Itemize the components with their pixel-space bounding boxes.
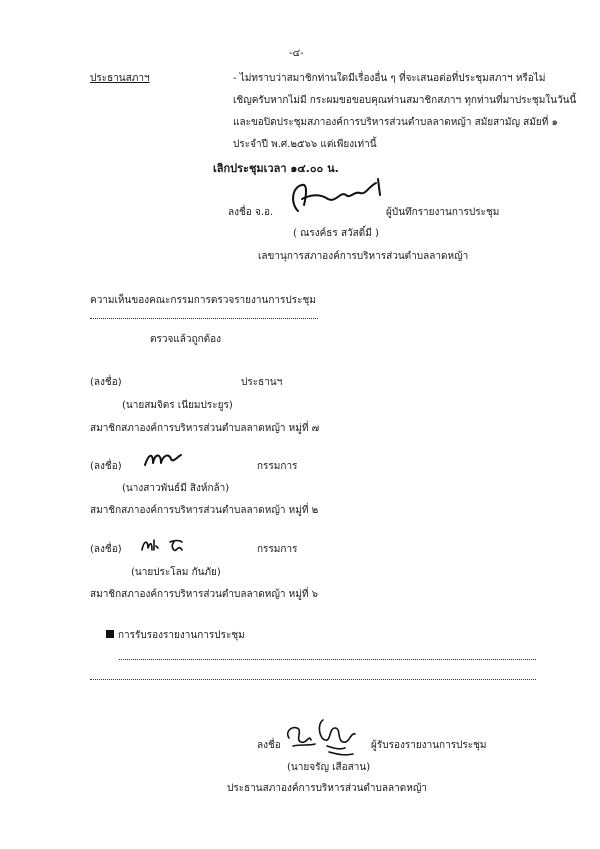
certification-checkbox-icon bbox=[106, 630, 114, 638]
certification-line-2 bbox=[90, 679, 536, 680]
certification-signature bbox=[283, 712, 358, 760]
committee-heading: ความเห็นของคณะกรรมการตรวจรายงานการประชุม bbox=[90, 295, 316, 306]
chairman-line-1: - ไม่ทราบว่าสมาชิกท่านใดมีเรื่องอื่น ๆ ที่จะเสนอต่อที่ประชุมสภาฯ หรือไม่ bbox=[233, 73, 546, 84]
chairman-line-4: ประจำปี พ.ศ.๒๕๖๖ แต่เพียงเท่านี้ bbox=[233, 139, 377, 150]
certification-role: ผู้รับรองรายงานการประชุม bbox=[371, 740, 487, 751]
member-1-role: ประธานฯ bbox=[241, 377, 283, 388]
member-3-role: กรรมการ bbox=[257, 544, 298, 555]
member-3-signature bbox=[140, 536, 190, 556]
recorder-role: ผู้บันทึกรายงานการประชุม bbox=[386, 207, 500, 218]
member-3-name: (นายประโลม กันภัย) bbox=[131, 567, 221, 578]
member-3-sign-label: (ลงชื่อ) bbox=[90, 544, 122, 555]
certification-sign-label: ลงชื่อ bbox=[257, 740, 281, 751]
member-3-title: สมาชิกสภาองค์การบริหารส่วนตำบลลาดหญ้า หมู่ที่ ๖ bbox=[90, 589, 318, 600]
recorder-name: ( ณรงค์ธร สวัสดิ์มี ) bbox=[293, 228, 379, 239]
certification-title: ประธานสภาองค์การบริหารส่วนตำบลลาดหญ้า bbox=[227, 783, 427, 794]
chairman-line-2: เชิญครับหากไม่มี กระผมขอขอบคุณท่านสมาชิกสภาฯ ทุกท่านที่มาประชุมในวันนี้ bbox=[233, 95, 577, 106]
certification-line-1 bbox=[119, 659, 536, 660]
certification-heading: การรับรองรายงานการประชุม bbox=[118, 630, 245, 641]
chairman-line-3: และขอปิดประชุมสภาองค์การบริหารส่วนตำบลลาดหญ้า สมัยสามัญ สมัยที่ ๑ bbox=[233, 117, 558, 128]
committee-opinion-line bbox=[90, 318, 318, 319]
member-2-name: (นางสาวพันธ์มี สิงห์กล้า) bbox=[122, 483, 230, 494]
member-2-sign-label: (ลงชื่อ) bbox=[90, 461, 122, 472]
member-2-title: สมาชิกสภาองค์การบริหารส่วนตำบลลาดหญ้า หมู่ที่ ๒ bbox=[90, 505, 319, 516]
member-1-sign-label: (ลงชื่อ) bbox=[90, 377, 122, 388]
speaker-label: ประธานสภาฯ bbox=[90, 73, 150, 84]
member-1-title: สมาชิกสภาองค์การบริหารส่วนตำบลลาดหญ้า หมู่ที่ ๗ bbox=[90, 423, 320, 434]
recorder-sign-prefix: ลงชื่อ จ.อ. bbox=[228, 207, 274, 218]
closing-time: เลิกประชุมเวลา ๑๔.๐๐ น. bbox=[213, 162, 339, 175]
member-1-name: (นายสมจิตร เนียมประยูร) bbox=[122, 400, 233, 411]
member-2-role: กรรมการ bbox=[257, 461, 298, 472]
recorder-title: เลขานุการสภาองค์การบริหารส่วนตำบลลาดหญ้า bbox=[258, 251, 469, 262]
certification-name: (นายจรัญ เสือสาน) bbox=[287, 762, 371, 773]
committee-verified: ตรวจแล้วถูกต้อง bbox=[150, 334, 222, 345]
page-number: -๔- bbox=[289, 48, 304, 59]
recorder-signature bbox=[288, 173, 388, 218]
member-2-signature bbox=[143, 449, 183, 471]
